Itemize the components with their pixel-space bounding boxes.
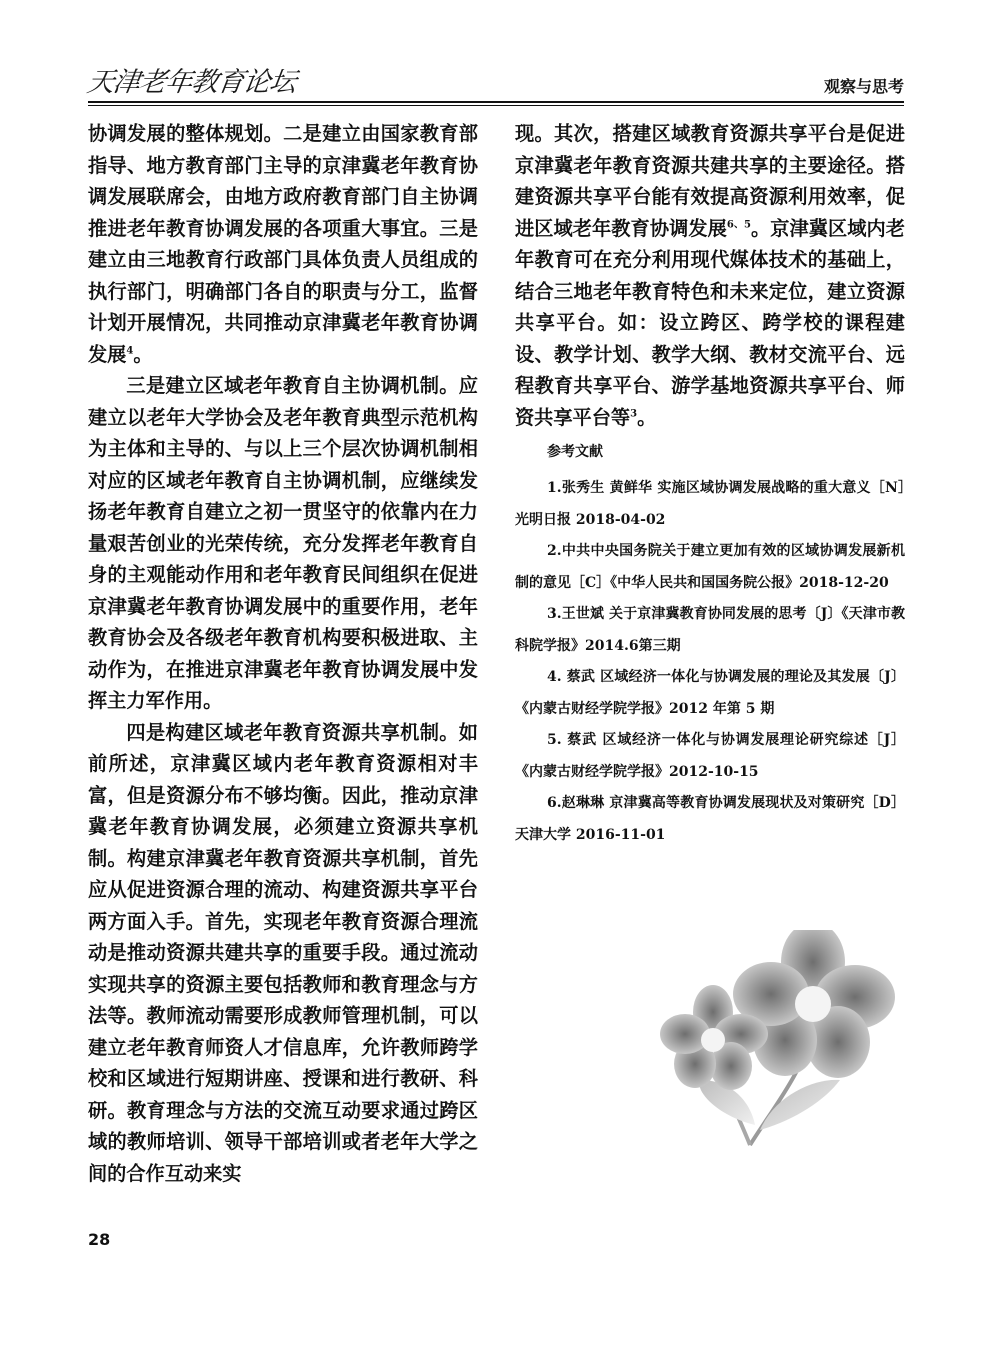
paragraph-4 <box>515 118 905 433</box>
paragraph-2: 三是建立区域老年教育自主协调机制。应建立以老年大学协会及老年教育典型示范机构为主体和主导的、与以上三个层次协调机制相对应的区域老年教育自主协调机制，应继续发扬老年教育自建立之初一贯坚守的依靠内在力量艰苦创业的光荣传统，充分发挥老年教育自身的主观能动作用和老年教育民间组织在促进京津冀老年教育协调发展中的重要作用，老年教育协会及各级老年教育机构要积极进取、主动作为，在推进京津冀老年教育协调发展中发挥主力军作用。 <box>88 374 478 712</box>
paragraph-4-text-b: 。京津冀区域内老年教育可在充分利用现代媒体技术的基础上，结合三地老年教育特色和未来定位，建立资源共享平台。如：设立跨区、跨学校的课程建设、教学计划、教学大纲、教材交流平台、远程教育共享平台、游学基地资源共享平台、师资共享平台等 <box>515 216 905 429</box>
paragraph-1 <box>88 118 478 370</box>
citation-3: 3 <box>630 408 638 420</box>
reference-item: 1.张秀生 黄鲜华 实施区域协调发展战略的重大意义［N］光明日报 2018-04-02 <box>515 480 905 528</box>
reference-item: 6.赵琳琳 京津冀高等教育协调发展现状及对策研究［D］天津大学 2016-11-01 <box>515 795 905 843</box>
flower-illustration-icon <box>655 930 905 1150</box>
paragraph-3: 四是构建区域老年教育资源共享机制。如前所述，京津冀区域内老年教育资源相对丰富，但是资源分布不够均衡。因此，推动京津冀老年教育协调发展，必须建立资源共享机制。构建京津冀老年教育资源共享机制，首先应从促进资源合理的流动、构建资源共享平台两方面入手。首先，实现老年教育资源合理流动是推动资源共建共享的重要手段。通过流动实现共享的资源主要包括教师和教育理念与方法等。教师流动需要形成教师管理机制，可以建立老年教育师资人才信息库，允许教师跨学校和区域进行短期讲座、授课和进行教研、科研。教育理念与方法的交流互动要求通过跨区域的教师培训、领导干部培训或者老年大学之间的合作互动来实 <box>88 720 478 1185</box>
section-title: 观察与思考 <box>823 77 904 96</box>
header-divider <box>88 101 904 103</box>
journal-logo: 天津老年教育论坛 <box>85 67 298 98</box>
paragraph-4-text-a: 现。其次，搭建区域教育资源共享平台是促进京津冀老年教育资源共建共享的主要途径。搭建资源共享平台能有效提高资源利用效率，促进区域老年教育协调发展 <box>515 122 905 240</box>
paragraph-1-text: 协调发展的整体规划。二是建立由国家教育部指导、地方教育部门主导的京津冀老年教育协调发展联席会，由地方政府教育部门自主协调推进老年教育协调发展的各项重大事宜。三是建立由三地教育行政部门具体负责人员组成的执行部门，明确部门各自的职责与分工，监督计划开展情况，共同推动京津冀老年教育协调发展 <box>88 122 478 366</box>
reference-item: 5. 蔡武 区域经济一体化与协调发展理论研究综述［J］《内蒙古财经学院学报》2012-10-15 <box>515 732 905 780</box>
right-column <box>515 118 905 851</box>
paragraph-4-end: 。 <box>637 405 657 429</box>
citation-6-5: 6、5 <box>726 219 751 231</box>
reference-item: 4. 蔡武 区域经济一体化与协调发展的理论及其发展〔J〕《内蒙古财经学院学报》2012 年第 5 期 <box>515 669 905 717</box>
reference-item: 3.王世斌 关于京津冀教育协同发展的思考〔J〕《天津市教科院学报》2014.6第三期 <box>515 606 905 654</box>
references-heading: 参考文献 <box>547 444 603 460</box>
citation-4: 4 <box>126 345 134 357</box>
header-divider-thin <box>88 105 904 106</box>
page-number: 28 <box>88 1230 111 1249</box>
reference-item: 2.中共中央国务院关于建立更加有效的区域协调发展新机制的意见［C］《中华人民共和国国务院公报》2018-12-20 <box>515 543 905 591</box>
paragraph-1-end: 。 <box>133 342 153 366</box>
left-column <box>88 118 478 1189</box>
